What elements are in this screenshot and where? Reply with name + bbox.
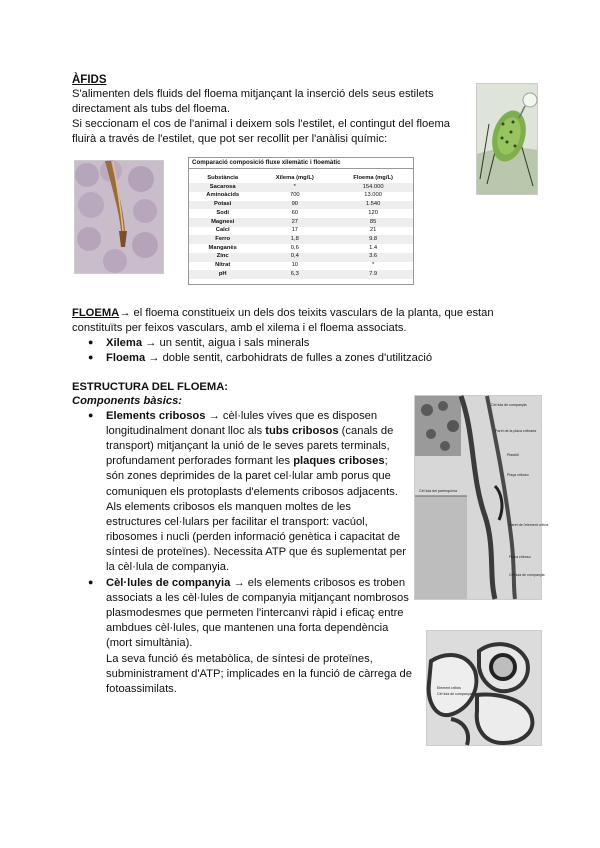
- table-header: Floema (mg/L): [353, 174, 393, 181]
- table-cell: 0,4: [256, 253, 333, 262]
- micro-label: Cèl·lula de companyia: [437, 692, 473, 696]
- table-cell: Magnesi: [189, 218, 256, 227]
- table-cell: 60: [291, 209, 299, 216]
- aphid-photo: [476, 83, 538, 195]
- aphids-paragraph: [72, 87, 452, 147]
- phloem-cross-section-micrograph: [426, 630, 542, 746]
- bold-term: plaques criboses: [293, 455, 385, 468]
- stylet-microscopy-photo: [74, 160, 164, 274]
- table-cell: *: [371, 261, 375, 268]
- table-row: [189, 262, 413, 271]
- table-cell: pH: [189, 270, 256, 279]
- micro-label: Paret de l'element cribòs: [509, 523, 549, 527]
- aphids-line-1: S'alimenten dels fluids del floema mitjançant la inserció dels seus estilets directament als tubs del floema.: [72, 88, 434, 116]
- table-cell: Sacarosa: [189, 183, 256, 192]
- table-row: [189, 253, 413, 262]
- bullet-term: Floema: [106, 352, 146, 365]
- bullet-text: els elements cribosos es troben associats a les cèl·lules de companyia mitjançant nombrosos plasmodesmes que permeten l'intercanvi ràpid i eficaç entre ambdues cèl·lules, que mantenen una forta dependència (mort simultània).: [106, 577, 409, 650]
- bullet-term: Elements cribosos →: [106, 410, 220, 422]
- bullet-text: → doble sentit, carbohidrats de fulles a zones d'utilització: [145, 352, 433, 365]
- section-title-aphids: ÀFIDS: [72, 74, 107, 86]
- micro-label: Placa criboso: [509, 555, 531, 559]
- micro-label: Cèl·lula de companyia: [491, 403, 527, 407]
- table-row: [189, 183, 413, 192]
- bullet-text: La seva funció és metabòlica, de síntesi de proteïnes, subministrament d'ATP; implicades en la funció de càrrega de fotoassimilats.: [106, 652, 413, 695]
- table-cell: Zinc: [189, 253, 256, 262]
- table-cell: 90: [256, 201, 333, 210]
- table-cell: 1.540: [333, 201, 413, 210]
- table-row: [189, 235, 413, 244]
- table-cell: Calci: [215, 227, 230, 234]
- table-cell: Potasi: [189, 201, 256, 210]
- companion-cells-list: [88, 576, 412, 697]
- table-cell: 21: [369, 227, 377, 234]
- micro-label: Cèl·lula del parènquima: [419, 489, 457, 493]
- floema-paragraph: [72, 306, 542, 336]
- table-cell: 3.6: [333, 253, 413, 262]
- micro-label: Plastidi: [507, 453, 519, 457]
- elements-cribosos-list: [88, 409, 406, 575]
- composition-table: [188, 157, 414, 285]
- table-row: [189, 244, 413, 253]
- table-cell: 700: [289, 192, 300, 199]
- table-cell: 154.000: [333, 183, 413, 192]
- table-cell: 85: [333, 218, 413, 227]
- table-cell: 7.9: [333, 270, 413, 279]
- table-cell: 10: [291, 261, 299, 268]
- table-cell: 27: [256, 218, 333, 227]
- table-cell: Aminoàcids: [206, 192, 240, 199]
- bullet-term: Xilema: [106, 337, 143, 349]
- bullet-text: → un sentit, aigua i sals minerals: [142, 337, 310, 349]
- micro-label: Cèl·lula de companyia: [509, 573, 545, 577]
- table-header: Substància: [207, 174, 239, 181]
- table-header: Xilema (mg/L): [275, 174, 314, 181]
- table-cell: 13.000: [364, 192, 382, 199]
- composition-data-table: [189, 174, 413, 279]
- bullet-text: ; són zones deprimides de la paret cel·lular amb porus que comuniquen els protoplasts d'elements cribosos adjacents. Als elements cribosos els manquen moltes de les estructures cel·lulars per facilitar el transport: vacúol, ribosomes i nucli (perden informació genètica i capacitat de síntesi de proteïnes). Necessita ATP que és suplementat per la cèl·lula de companyia.: [106, 455, 406, 574]
- table-cell: 120: [368, 209, 378, 216]
- list-item: [88, 336, 528, 351]
- micro-label: Paret de la placa criboses: [495, 429, 537, 433]
- table-cell: Nitrat: [215, 261, 231, 268]
- aphids-line-2: Si seccionam el cos de l'animal i deixem sols l'estilet, el contingut del floema fluirà a través de l'estilet, que pot ser recollit per l'anàlisi químic:: [72, 118, 450, 146]
- table-title: Comparació composició fluxe xilemàtic i floemàtic: [189, 158, 413, 169]
- micro-label: Element cribòs: [437, 686, 461, 690]
- table-cell: 1.4: [369, 244, 378, 251]
- phloem-longitudinal-micrograph: [414, 395, 549, 600]
- section-subtitle-components: Components bàsics:: [72, 395, 183, 407]
- table-cell: Ferro: [189, 235, 256, 244]
- table-row: [189, 209, 413, 218]
- floema-bullet-list: [88, 336, 528, 366]
- table-row: [189, 270, 413, 279]
- table-cell: Manganès: [208, 244, 237, 251]
- bullet-text: cèl·lules vives que es disposen longitudinalment donant lloc als: [106, 410, 378, 438]
- table-row: [189, 201, 413, 210]
- list-item: [88, 351, 528, 366]
- floema-definition: → el floema constitueix un dels dos teixits vasculars de la planta, que estan constituïts per feixos vasculars, amb el xilema i el floema associats.: [72, 307, 494, 335]
- table-cell: 1,8: [256, 235, 333, 244]
- table-cell: Sodi: [216, 209, 229, 216]
- bold-term: tubs cribosos: [265, 425, 339, 438]
- list-item: [88, 409, 406, 575]
- table-header-row: [189, 174, 413, 183]
- table-row: [189, 218, 413, 227]
- bullet-text: (canals de transport) mitjançant la unió de le seves parets terminals, profundament perforades formant les: [106, 425, 394, 468]
- table-cell: 0,6: [290, 244, 299, 251]
- table-cell: *: [256, 183, 333, 192]
- bullet-term: Cèl·lules de companyia →: [106, 577, 245, 589]
- floema-term: FLOEMA: [72, 307, 120, 319]
- micro-label: Plaça criboso: [507, 473, 529, 477]
- table-cell: 6,3: [256, 270, 333, 279]
- table-row: [189, 227, 413, 236]
- table-cell: 9.8: [333, 235, 413, 244]
- table-cell: 17: [291, 227, 299, 234]
- table-row: [189, 192, 413, 201]
- section-title-structure: ESTRUCTURA DEL FLOEMA:: [72, 381, 228, 393]
- list-item: [88, 576, 412, 697]
